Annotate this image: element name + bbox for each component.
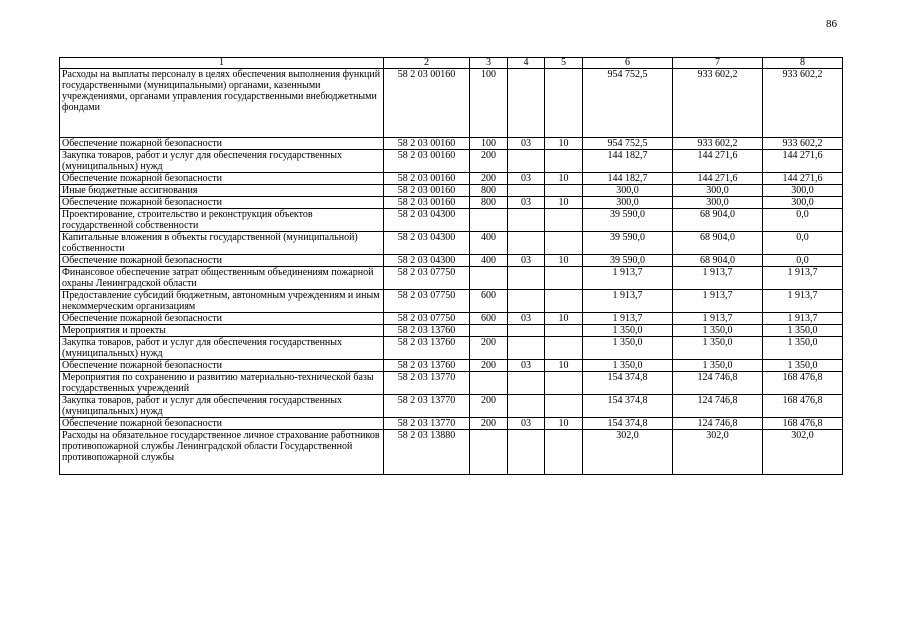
row-col7: 1 350,0 [673, 325, 763, 337]
row-col7: 302,0 [673, 430, 763, 475]
row-code: 58 2 03 00160 [384, 69, 470, 138]
row-col5: 10 [545, 173, 583, 185]
row-col8: 302,0 [763, 430, 843, 475]
row-code: 58 2 03 13770 [384, 372, 470, 395]
row-col5 [545, 372, 583, 395]
row-name: Проектирование, строительство и реконструкция объектов государственной собственности [60, 209, 384, 232]
row-col5 [545, 290, 583, 313]
row-col4: 03 [508, 138, 545, 150]
row-col4 [508, 209, 545, 232]
row-col8: 144 271,6 [763, 150, 843, 173]
row-col3 [470, 430, 508, 475]
row-col7: 300,0 [673, 197, 763, 209]
row-col6: 1 913,7 [583, 267, 673, 290]
row-col4 [508, 325, 545, 337]
row-col6: 1 913,7 [583, 313, 673, 325]
row-col8: 168 476,8 [763, 395, 843, 418]
row-col4: 03 [508, 173, 545, 185]
row-name: Иные бюджетные ассигнования [60, 185, 384, 197]
row-col3 [470, 325, 508, 337]
row-col5 [545, 150, 583, 173]
row-col5 [545, 430, 583, 475]
row-col7: 1 350,0 [673, 360, 763, 372]
row-col4 [508, 430, 545, 475]
row-col5 [545, 232, 583, 255]
row-name: Мероприятия по сохранению и развитию материально-технической базы государственных учреждений [60, 372, 384, 395]
page-number: 86 [826, 18, 837, 30]
row-col5: 10 [545, 197, 583, 209]
table-row [60, 69, 843, 138]
row-col3: 100 [470, 138, 508, 150]
table-row [60, 232, 843, 255]
row-col5 [545, 325, 583, 337]
row-col7: 124 746,8 [673, 418, 763, 430]
column-header: 5 [545, 58, 583, 69]
row-col6: 1 350,0 [583, 337, 673, 360]
table-row [60, 138, 843, 150]
header-row [60, 58, 843, 69]
row-col8: 168 476,8 [763, 372, 843, 395]
row-name: Финансовое обеспечение затрат общественным объединениям пожарной охраны Ленинградской области [60, 267, 384, 290]
row-col3: 100 [470, 69, 508, 138]
row-col4: 03 [508, 418, 545, 430]
column-header: 7 [673, 58, 763, 69]
row-name: Обеспечение пожарной безопасности [60, 173, 384, 185]
table-row [60, 430, 843, 475]
row-name: Мероприятия и проекты [60, 325, 384, 337]
row-col7: 933 602,2 [673, 138, 763, 150]
row-col8: 0,0 [763, 209, 843, 232]
row-code: 58 2 03 13760 [384, 337, 470, 360]
row-name: Расходы на выплаты персоналу в целях обеспечения выполнения функций государственными (муниципальными) органами, казенными учреждениями, органами управления государственными внебюджетными фондами [60, 69, 384, 138]
table-row [60, 290, 843, 313]
row-col5: 10 [545, 138, 583, 150]
row-col3: 600 [470, 290, 508, 313]
budget-table [59, 57, 843, 475]
row-col8: 0,0 [763, 255, 843, 267]
column-header: 8 [763, 58, 843, 69]
row-col7: 124 746,8 [673, 372, 763, 395]
row-code: 58 2 03 04300 [384, 255, 470, 267]
row-col6: 144 182,7 [583, 173, 673, 185]
row-col3: 200 [470, 173, 508, 185]
row-name: Расходы на обязательное государственное личное страхование работников противопожарной службы Ленинградской области Государственной противопожарной службы [60, 430, 384, 475]
row-col8: 933 602,2 [763, 69, 843, 138]
row-col8: 300,0 [763, 197, 843, 209]
row-col4: 03 [508, 197, 545, 209]
row-col6: 144 182,7 [583, 150, 673, 173]
row-name: Предоставление субсидий бюджетным, автономным учреждениям и иным некоммерческим организациям [60, 290, 384, 313]
column-header: 2 [384, 58, 470, 69]
row-col5 [545, 337, 583, 360]
row-col5 [545, 69, 583, 138]
row-col7: 68 904,0 [673, 209, 763, 232]
row-col7: 933 602,2 [673, 69, 763, 138]
row-col7: 1 913,7 [673, 290, 763, 313]
row-col8: 1 350,0 [763, 337, 843, 360]
table-row [60, 360, 843, 372]
row-col3 [470, 209, 508, 232]
row-col4: 03 [508, 255, 545, 267]
row-col8: 300,0 [763, 185, 843, 197]
row-col4 [508, 185, 545, 197]
row-code: 58 2 03 04300 [384, 232, 470, 255]
row-col6: 39 590,0 [583, 209, 673, 232]
row-col8: 168 476,8 [763, 418, 843, 430]
row-name: Обеспечение пожарной безопасности [60, 255, 384, 267]
row-col3: 200 [470, 360, 508, 372]
row-col6: 1 913,7 [583, 290, 673, 313]
row-col8: 933 602,2 [763, 138, 843, 150]
row-col6: 300,0 [583, 185, 673, 197]
row-col3: 800 [470, 185, 508, 197]
row-col6: 39 590,0 [583, 232, 673, 255]
row-col5 [545, 395, 583, 418]
row-col4: 03 [508, 360, 545, 372]
row-name: Обеспечение пожарной безопасности [60, 313, 384, 325]
row-col5 [545, 185, 583, 197]
row-col7: 124 746,8 [673, 395, 763, 418]
row-name: Капитальные вложения в объекты государственной (муниципальной) собственности [60, 232, 384, 255]
row-col6: 302,0 [583, 430, 673, 475]
row-col6: 154 374,8 [583, 418, 673, 430]
row-col3: 200 [470, 395, 508, 418]
row-name: Закупка товаров, работ и услуг для обеспечения государственных (муниципальных) нужд [60, 395, 384, 418]
row-col4 [508, 267, 545, 290]
row-col5 [545, 209, 583, 232]
row-col8: 1 913,7 [763, 267, 843, 290]
row-code: 58 2 03 00160 [384, 150, 470, 173]
row-col6: 954 752,5 [583, 69, 673, 138]
row-name: Обеспечение пожарной безопасности [60, 138, 384, 150]
row-col6: 300,0 [583, 197, 673, 209]
column-header: 1 [60, 58, 384, 69]
row-col8: 1 350,0 [763, 325, 843, 337]
row-col6: 954 752,5 [583, 138, 673, 150]
row-name: Обеспечение пожарной безопасности [60, 360, 384, 372]
row-code: 58 2 03 13770 [384, 418, 470, 430]
row-col4 [508, 232, 545, 255]
column-header: 6 [583, 58, 673, 69]
row-code: 58 2 03 07750 [384, 267, 470, 290]
row-col3: 400 [470, 232, 508, 255]
row-col6: 39 590,0 [583, 255, 673, 267]
row-name: Закупка товаров, работ и услуг для обеспечения государственных (муниципальных) нужд [60, 150, 384, 173]
row-col3: 600 [470, 313, 508, 325]
row-name: Закупка товаров, работ и услуг для обеспечения государственных (муниципальных) нужд [60, 337, 384, 360]
row-col3 [470, 372, 508, 395]
row-code: 58 2 03 13880 [384, 430, 470, 475]
row-col8: 1 913,7 [763, 290, 843, 313]
row-col4 [508, 150, 545, 173]
table-row [60, 372, 843, 395]
row-col4 [508, 395, 545, 418]
row-col8: 144 271,6 [763, 173, 843, 185]
row-col7: 144 271,6 [673, 150, 763, 173]
table-row [60, 173, 843, 185]
table-row [60, 185, 843, 197]
row-col4: 03 [508, 313, 545, 325]
table-row [60, 418, 843, 430]
table-row [60, 267, 843, 290]
row-code: 58 2 03 07750 [384, 313, 470, 325]
table-row [60, 150, 843, 173]
row-col7: 144 271,6 [673, 173, 763, 185]
row-col7: 1 913,7 [673, 313, 763, 325]
row-col4 [508, 290, 545, 313]
row-code: 58 2 03 00160 [384, 185, 470, 197]
row-col3 [470, 267, 508, 290]
row-code: 58 2 03 07750 [384, 290, 470, 313]
row-col5: 10 [545, 360, 583, 372]
table-row [60, 209, 843, 232]
column-header: 3 [470, 58, 508, 69]
row-col3: 800 [470, 197, 508, 209]
row-col7: 300,0 [673, 185, 763, 197]
row-col4 [508, 337, 545, 360]
row-col3: 200 [470, 337, 508, 360]
row-code: 58 2 03 13760 [384, 360, 470, 372]
row-col6: 1 350,0 [583, 325, 673, 337]
row-col3: 200 [470, 418, 508, 430]
row-name: Обеспечение пожарной безопасности [60, 197, 384, 209]
row-name: Обеспечение пожарной безопасности [60, 418, 384, 430]
row-col4 [508, 372, 545, 395]
table-row [60, 337, 843, 360]
row-code: 58 2 03 13770 [384, 395, 470, 418]
column-header: 4 [508, 58, 545, 69]
row-col7: 1 913,7 [673, 267, 763, 290]
row-col7: 68 904,0 [673, 232, 763, 255]
table-row [60, 197, 843, 209]
row-col5: 10 [545, 418, 583, 430]
row-col5: 10 [545, 313, 583, 325]
row-col3: 400 [470, 255, 508, 267]
table-row [60, 325, 843, 337]
row-code: 58 2 03 00160 [384, 197, 470, 209]
table-row [60, 313, 843, 325]
row-col5 [545, 267, 583, 290]
row-code: 58 2 03 04300 [384, 209, 470, 232]
row-col6: 154 374,8 [583, 395, 673, 418]
table-row [60, 255, 843, 267]
row-col7: 68 904,0 [673, 255, 763, 267]
row-code: 58 2 03 00160 [384, 138, 470, 150]
row-code: 58 2 03 00160 [384, 173, 470, 185]
row-col5: 10 [545, 255, 583, 267]
row-col8: 1 350,0 [763, 360, 843, 372]
row-col6: 1 350,0 [583, 360, 673, 372]
row-code: 58 2 03 13760 [384, 325, 470, 337]
row-col7: 1 350,0 [673, 337, 763, 360]
row-col4 [508, 69, 545, 138]
row-col6: 154 374,8 [583, 372, 673, 395]
row-col8: 0,0 [763, 232, 843, 255]
row-col3: 200 [470, 150, 508, 173]
table-row [60, 395, 843, 418]
row-col8: 1 913,7 [763, 313, 843, 325]
